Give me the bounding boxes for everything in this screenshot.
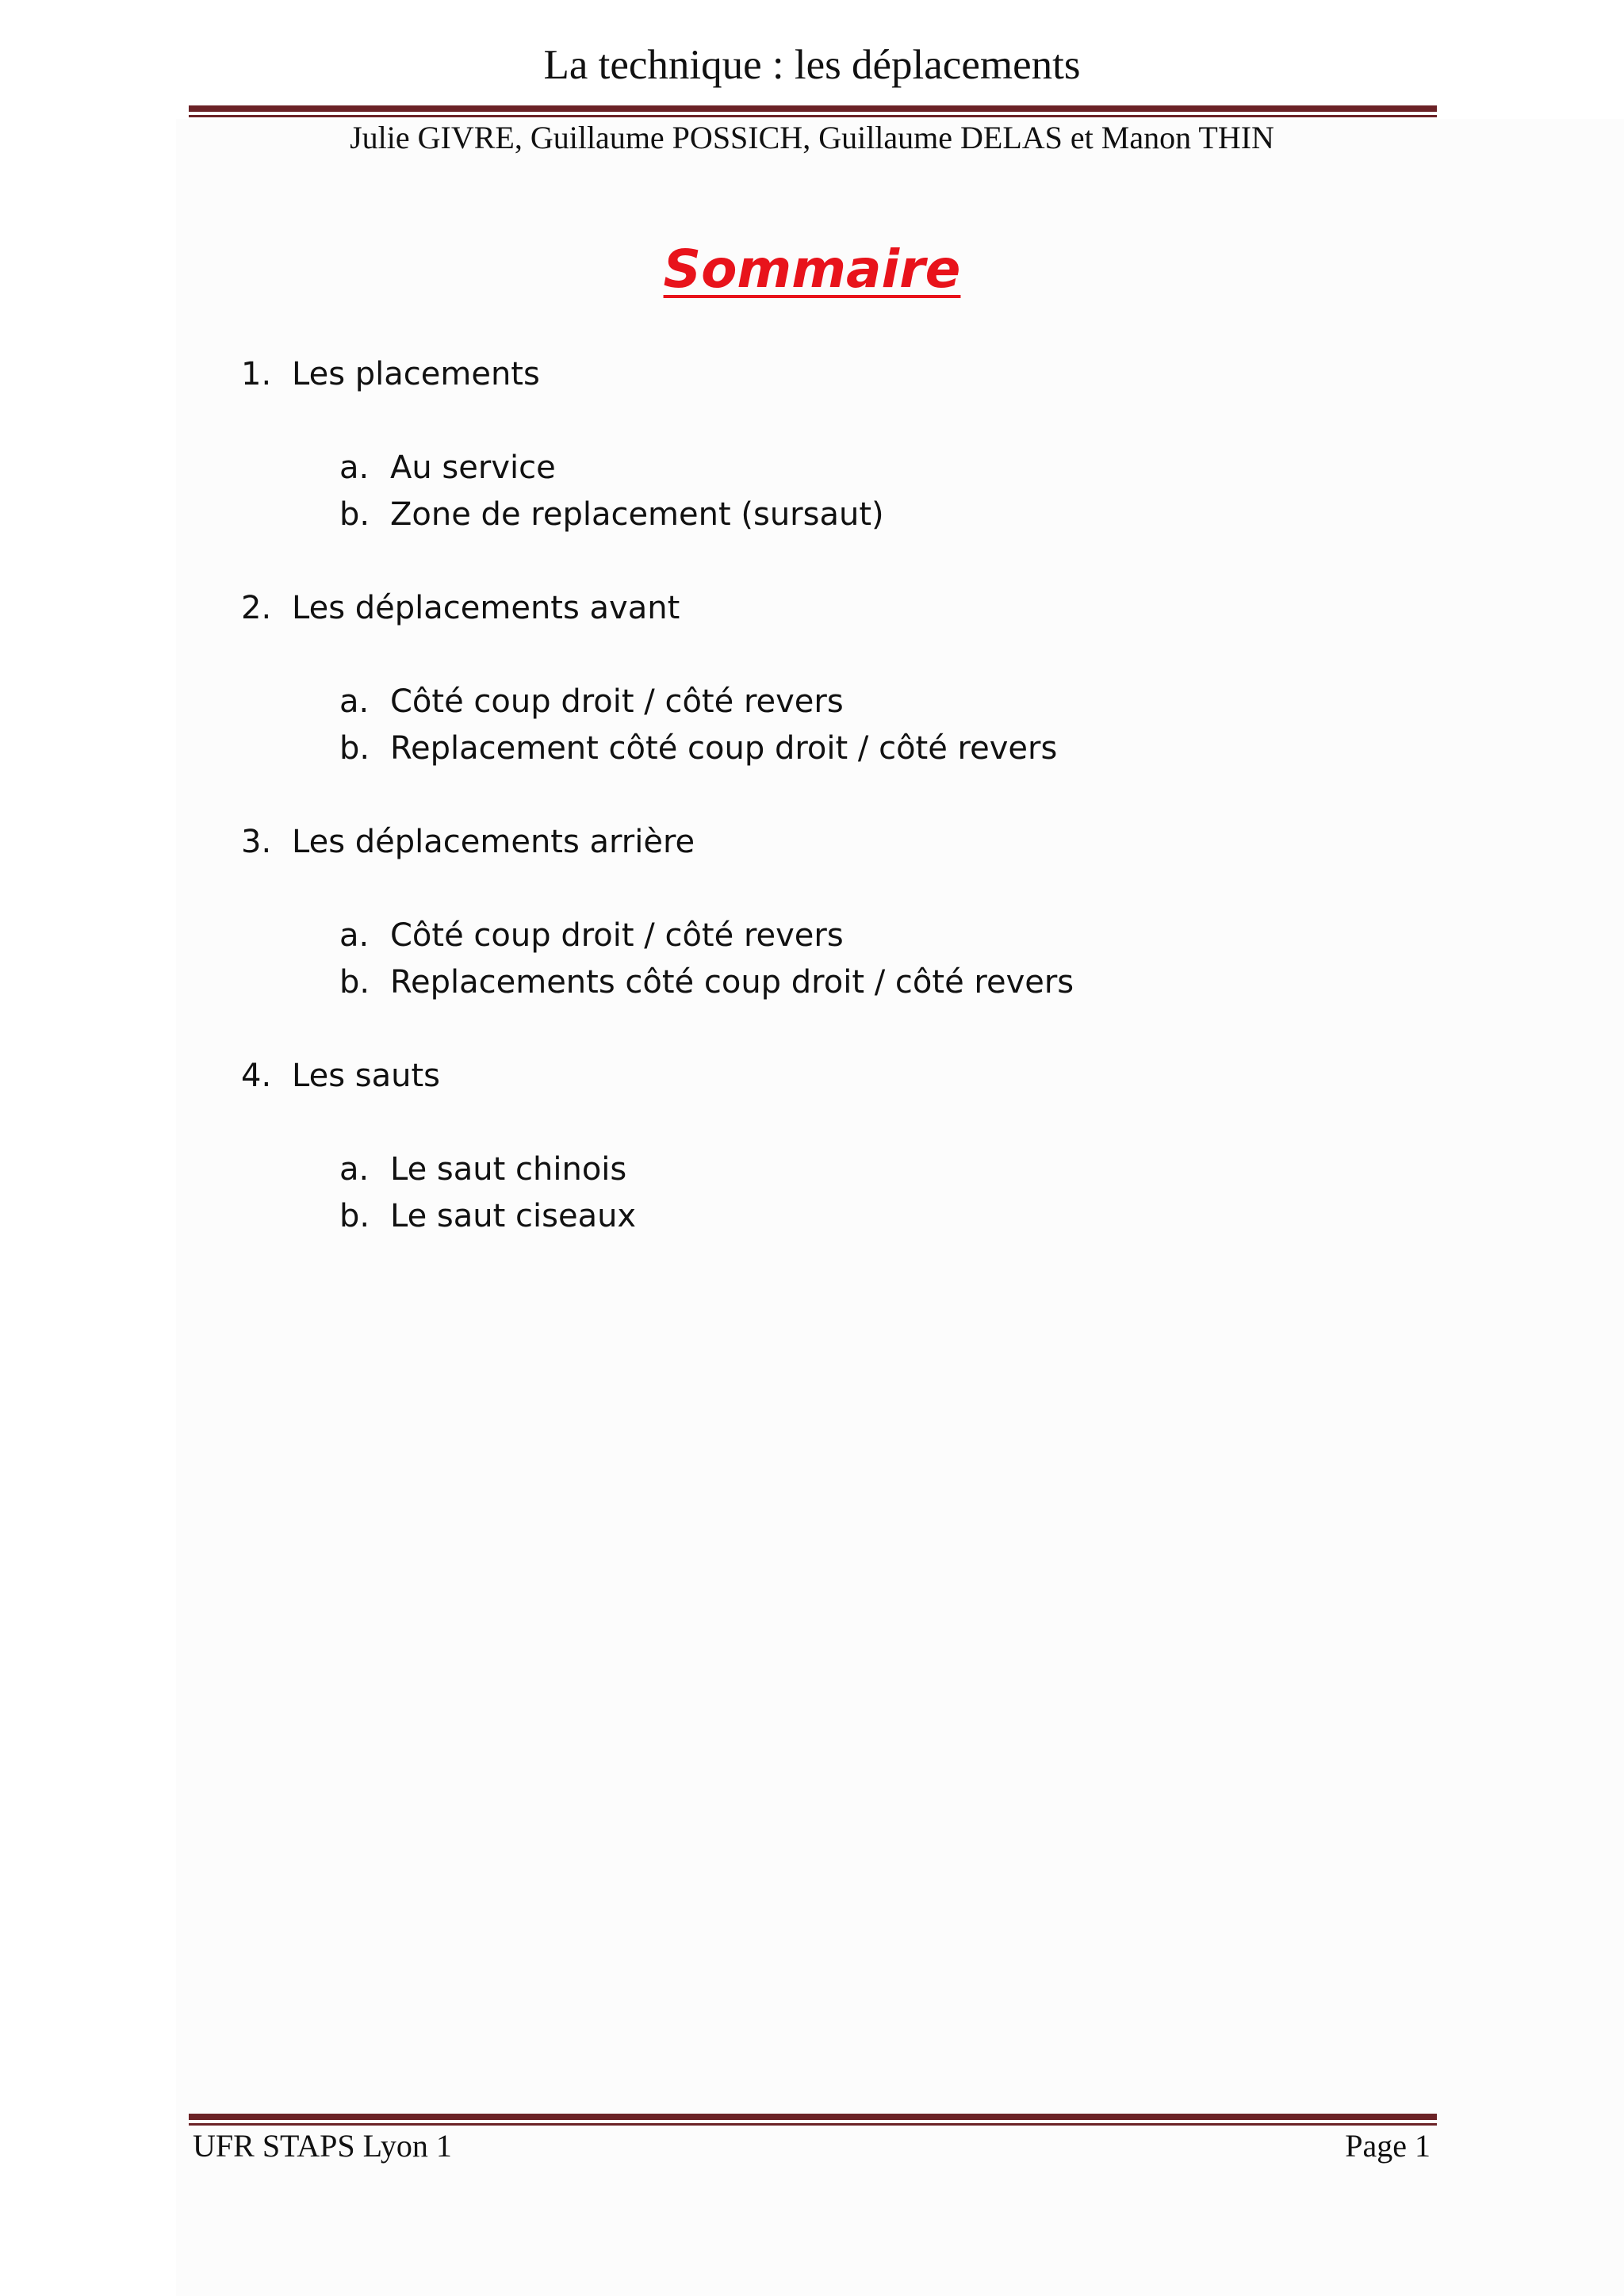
page-title: Sommaire xyxy=(663,239,961,300)
toc-section-label: Les déplacements arrière xyxy=(292,824,695,860)
toc-item-marker: b. xyxy=(339,964,370,1001)
toc-item-label: Côté coup droit / côté revers xyxy=(390,683,844,720)
header-divider xyxy=(189,105,1437,117)
toc-section-marker: 4. xyxy=(241,1058,272,1094)
toc-section-label: Les sauts xyxy=(292,1058,440,1094)
toc-item-marker: a. xyxy=(339,1151,370,1188)
toc-section-label: Les placements xyxy=(292,356,540,392)
toc-section-label: Les déplacements avant xyxy=(292,590,680,626)
toc-item-label: Zone de replacement (sursaut) xyxy=(390,496,884,533)
toc-item-label: Replacements côté coup droit / côté revers xyxy=(390,964,1074,1001)
toc-item-marker: a. xyxy=(339,450,370,486)
header-title: La technique : les déplacements xyxy=(543,42,1081,88)
toc-item-label: Le saut chinois xyxy=(390,1151,627,1188)
toc-item-marker: b. xyxy=(339,496,370,533)
footer-page-number: Page 1 xyxy=(1345,2128,1431,2164)
toc-section-marker: 3. xyxy=(241,824,272,860)
header-authors: Julie GIVRE, Guillaume POSSICH, Guillaume DELAS et Manon THIN xyxy=(350,120,1274,155)
toc-item-marker: b. xyxy=(339,730,370,767)
toc-item-label: Le saut ciseaux xyxy=(390,1198,637,1234)
footer-divider xyxy=(189,2114,1437,2126)
toc-item-label: Replacement côté coup droit / côté revers xyxy=(390,730,1058,767)
toc-item-label: Côté coup droit / côté revers xyxy=(390,917,844,954)
toc-item-marker: a. xyxy=(339,683,370,720)
toc-section-marker: 1. xyxy=(241,356,272,392)
toc-item-label: Au service xyxy=(390,450,556,486)
footer-institution: UFR STAPS Lyon 1 xyxy=(193,2128,452,2164)
toc-section-marker: 2. xyxy=(241,590,272,626)
toc-item-marker: b. xyxy=(339,1198,370,1234)
toc-item-marker: a. xyxy=(339,917,370,954)
